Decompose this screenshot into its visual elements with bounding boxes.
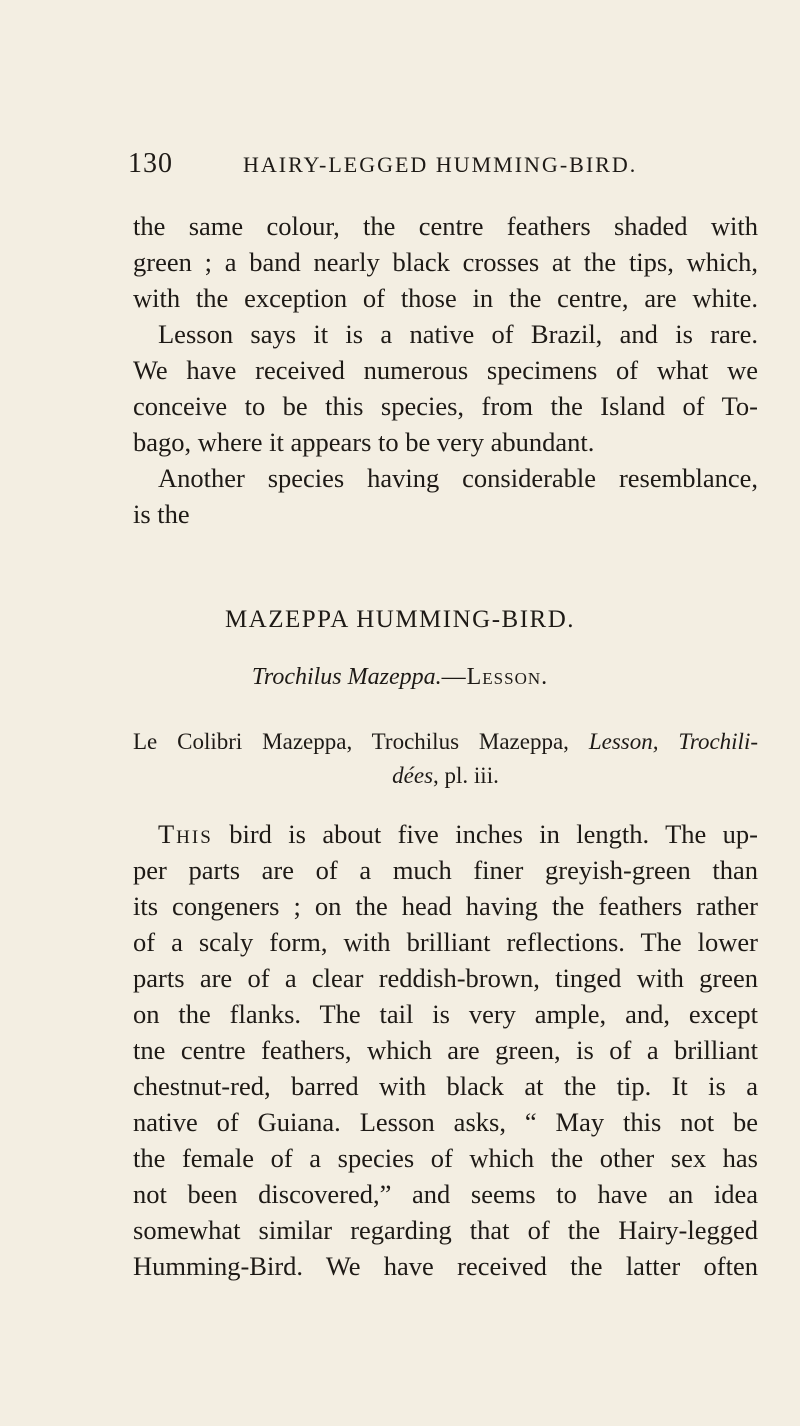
- page-number: 130: [128, 148, 173, 179]
- running-title: HAIRY-LEGGED HUMMING-BIRD.: [243, 152, 638, 177]
- synonymy-italic: Lesson, Trochili-: [588, 729, 758, 754]
- text-line: of a scaly form, with brilliant reflections. The lower: [133, 927, 758, 957]
- synonymy-text: , pl. iii.: [433, 763, 499, 788]
- text-line: chestnut-red, barred with black at the tip. It is a: [133, 1071, 758, 1101]
- text-run: bird is about five inches in length. The up-: [212, 819, 758, 849]
- synonymy-text: Le Colibri Mazeppa, Trochilus Mazeppa,: [133, 729, 589, 754]
- text-line: somewhat similar regarding that of the Hairy-legged: [133, 1215, 758, 1245]
- text-line: on the flanks. The tail is very ample, and, except: [133, 999, 758, 1029]
- text-line: is the: [133, 499, 190, 529]
- synonymy-line: [133, 760, 758, 792]
- section-title: MAZEPPA HUMMING-BIRD.: [224, 606, 576, 633]
- text-line: parts are of a clear reddish-brown, tinged with green: [133, 963, 758, 993]
- text-line: with the exception of those in the centre, are white.: [133, 283, 758, 313]
- synonymy-line: [133, 726, 758, 758]
- running-head: [128, 148, 708, 188]
- synonymy-italic: dées: [392, 763, 434, 788]
- text-line: bago, where it appears to be very abundant.: [133, 427, 595, 457]
- text-line: conceive to be this species, from the Island of To-: [133, 391, 758, 421]
- text-line: the same colour, the centre feathers shaded with: [133, 211, 758, 241]
- text-line: We have received numerous specimens of what we: [133, 355, 758, 385]
- species-line: [0, 664, 800, 691]
- text-line: green ; a band nearly black crosses at the tips, which,: [133, 247, 758, 277]
- text-line: [158, 816, 758, 852]
- text-line: native of Guiana. Lesson asks, “ May this not be: [133, 1107, 758, 1137]
- drop-word: This: [158, 819, 213, 849]
- species-author: —Lesson.: [441, 664, 549, 690]
- text-line: the female of a species of which the other sex has: [133, 1143, 758, 1173]
- species-name: Trochilus Mazeppa.: [251, 664, 442, 690]
- text-line: Humming-Bird. We have received the latter often: [133, 1251, 758, 1281]
- text-line: tne centre feathers, which are green, is of a brilliant: [133, 1035, 758, 1065]
- text-line: not been discovered,” and seems to have an idea: [133, 1179, 758, 1209]
- text-line: Another species having considerable resemblance,: [158, 463, 758, 493]
- text-line: its congeners ; on the head having the feathers rather: [133, 891, 758, 921]
- text-line: Lesson says it is a native of Brazil, and is rare.: [158, 319, 758, 349]
- text-line: per parts are of a much finer greyish-green than: [133, 855, 758, 885]
